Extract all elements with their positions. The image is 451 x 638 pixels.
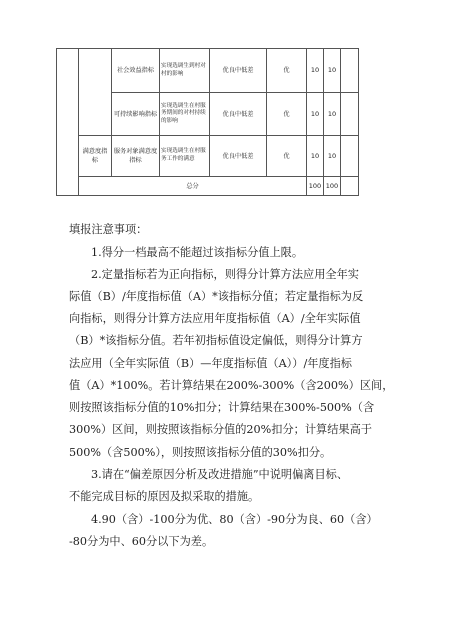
indicator-cell: 实现选调生在村服务期间的对村持续的影响 xyxy=(160,93,210,136)
score-max-cell: 10 xyxy=(307,93,324,136)
total-score-max-cell: 100 xyxy=(307,177,324,196)
notes-line: （B）*该指标分值。若年初指标值设定偏低，则得分计算方 xyxy=(69,334,363,347)
notes-line: 2.定量指标若为正向指标，则得分计算方法应用全年实 xyxy=(91,268,359,281)
notes-line: 法应用（全年实际值（B）—年度指标值（A））/年度指标 xyxy=(69,357,352,370)
notes-line: 500%（含500%），则按照该指标分值的30%扣分。 xyxy=(69,446,332,459)
notes-line: 4.90（含）-100分为优、80（含）-90分为良、60（含） xyxy=(91,513,378,526)
category-cell: 社会效益指标 xyxy=(112,49,160,93)
score-cell: 10 xyxy=(324,49,341,93)
notes-line: 则按照该指标分值的10%扣分；计算结果在300%-500%（含 xyxy=(69,401,375,414)
notes-line: 1.得分一档最高不能超过该指标分值上限。 xyxy=(91,246,304,259)
score-max-cell: 10 xyxy=(307,136,324,177)
grade-cell: 优 xyxy=(267,93,307,136)
notes-line: 际值（B）/年度指标值（A）*该指标分值；若定量指标为反 xyxy=(69,290,364,303)
rating-cell: 优良中低差 xyxy=(210,136,267,177)
indicator-cell: 实现选调生到村对村的影响 xyxy=(160,49,210,93)
indicator-cell: 实现选调生在村服务工作的满意 xyxy=(160,136,210,177)
grade-cell: 优 xyxy=(267,136,307,177)
notes-line: 300%）区间，则按照该指标分值的20%扣分；计算结果高于 xyxy=(69,423,372,436)
category-cell: 可持续影响指标 xyxy=(112,93,160,136)
score-cell: 10 xyxy=(324,93,341,136)
total-score-cell: 100 xyxy=(324,177,341,196)
notes-line: -80分为中、60分以下为差。 xyxy=(69,535,214,548)
score-max-cell: 10 xyxy=(307,49,324,93)
notes-line: 不能完成目标的原因及拟采取的措施。 xyxy=(69,490,260,503)
total-label-cell: 总分 xyxy=(79,177,307,196)
notes-line: 值（A）*100%。若计算结果在200%-300%（含200%）区间， xyxy=(69,379,394,392)
primary-indicator-cell: 满意度指标 xyxy=(79,136,112,177)
rating-cell: 优良中低差 xyxy=(210,49,267,93)
rating-cell: 优良中低差 xyxy=(210,93,267,136)
grade-cell: 优 xyxy=(267,49,307,93)
score-cell: 10 xyxy=(324,136,341,177)
notes-line: 3.请在“偏差原因分析及改进措施”中说明偏离目标、 xyxy=(91,468,349,481)
notes-heading: 填报注意事项： xyxy=(69,223,148,236)
category-cell: 服务对象满意度指标 xyxy=(112,136,160,177)
notes-line: 向指标，则得分计算方法应用年度指标值（A）/全年实际值 xyxy=(69,312,361,325)
